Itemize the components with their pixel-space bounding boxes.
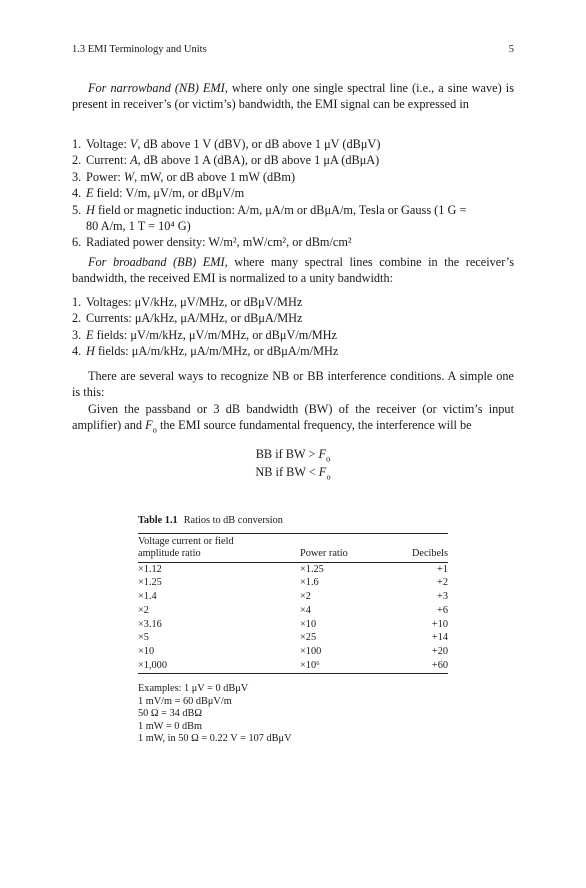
broadband-paragraph	[72, 254, 514, 287]
nb-unit-item	[72, 152, 514, 168]
narrowband-text: where only one single spectral line (i.e., a sine wave) is present in receiver’s (or victim’s) bandwidth, the EMI signal can be expressed in	[72, 81, 514, 112]
nb-unit-item-label: Power:	[86, 169, 124, 184]
nb-unit-item-text	[86, 169, 514, 185]
nb-unit-item-rest: field: V/m, μV/m, or dBμV/m	[93, 186, 245, 201]
nb-unit-item-symbol: A	[130, 153, 138, 168]
formula-nb-symbol: F	[318, 465, 327, 479]
cell-db: +3	[437, 591, 448, 603]
bb-unit-item-text	[86, 310, 514, 326]
formula-bb-subscript: o	[325, 453, 331, 464]
formula-bb	[0, 447, 586, 462]
formula-nb-subscript: o	[326, 471, 331, 482]
table-row	[138, 590, 448, 604]
example-line: 50 Ω = 34 dBΩ	[138, 708, 203, 720]
bb-unit-item-number: 4.	[72, 344, 82, 359]
table-body	[138, 562, 448, 673]
nb-unit-item-symbol: W	[123, 169, 135, 184]
bb-unit-item-label: Voltages: μV/kHz, μV/MHz, or dBμV/MHz	[86, 295, 303, 309]
table-number: Table 1.1	[138, 515, 178, 526]
bandwidth-text-before: Given the passband or 3 dB bandwidth (BW) of the receiver (or victim’s input amplifier) and	[72, 402, 514, 433]
nb-unit-item-text	[86, 136, 514, 152]
cell-ratio: ×1.12	[138, 563, 162, 575]
nb-unit-item	[72, 136, 514, 152]
nb-unit-item-number: 4.	[72, 186, 82, 201]
bb-unit-item	[72, 343, 514, 359]
formula-bb-symbol: F	[318, 447, 326, 461]
cell-db: +20	[431, 646, 448, 658]
table-row	[138, 646, 448, 660]
nb-unit-item-number: 1.	[72, 137, 82, 151]
table-row	[138, 577, 448, 591]
cell-power: ×10⁶	[300, 659, 390, 673]
bb-unit-item-number: 2.	[72, 311, 82, 326]
narrowband-units-list	[72, 136, 514, 251]
bb-unit-item	[72, 327, 514, 343]
nb-unit-item-symbol: V	[129, 137, 138, 151]
cell-db: +14	[431, 632, 448, 644]
nb-unit-item-label: Voltage:	[86, 137, 130, 151]
cell-power: ×100	[300, 646, 322, 658]
nb-unit-item-rest: , dB above 1 A (dBA), or dB above 1 μA (dBμA)	[137, 153, 380, 168]
cell-ratio: ×1.4	[138, 591, 157, 603]
nb-unit-item-label: Radiated power density: W/m², mW/cm², or dBm/cm²	[86, 235, 352, 250]
header-ratio-line1: Voltage current or field	[138, 536, 234, 547]
cell-db: +10	[431, 618, 448, 630]
example-line: 1 mW = 0 dBm	[138, 720, 202, 732]
bb-unit-item	[72, 310, 514, 326]
table-row	[138, 659, 448, 673]
narrowband-paragraph	[72, 80, 514, 113]
bb-unit-item-rest: fields: μA/m/kHz, μA/m/MHz, or dBμA/m/MHz	[94, 344, 339, 359]
header-ratio	[138, 534, 300, 563]
cell-power: ×2	[300, 591, 311, 603]
nb-unit-item-rest: field or magnetic induction: A/m, μA/m or dBμA/m, Tesla or Gauss (1 G =	[94, 202, 467, 217]
bb-unit-item-label: Currents: μA/kHz, μA/MHz, or dBμA/MHz	[86, 311, 303, 326]
formula-nb	[0, 465, 586, 480]
cell-ratio: ×3.16	[138, 618, 162, 630]
cell-ratio: ×10	[138, 646, 155, 658]
cell-ratio: ×1.25	[138, 577, 162, 589]
cell-ratio: ×2	[138, 604, 149, 616]
broadband-text: where many spectral lines combine in the receiver’s bandwidth, the received EMI is normalized to a unity bandwidth:	[72, 255, 515, 286]
bb-unit-item-symbol: H	[86, 344, 95, 359]
nb-unit-item-number: 6.	[72, 235, 82, 250]
page-number: 5	[508, 44, 514, 55]
nb-unit-item-text	[86, 234, 514, 250]
nb-unit-item-label: Current:	[86, 153, 131, 168]
nb-unit-item-continuation	[72, 218, 514, 234]
nb-unit-item-text	[86, 202, 514, 218]
nb-unit-item-rest: , mW, or dB above 1 mW (dBm)	[134, 169, 296, 184]
cell-power: ×1.6	[300, 577, 319, 589]
nb-unit-item-number: 3.	[72, 169, 82, 184]
bb-unit-item	[72, 294, 514, 310]
bb-unit-item-symbol: E	[86, 327, 94, 342]
cell-db: +1	[437, 563, 448, 575]
header-db: Decibels	[390, 534, 448, 563]
nb-unit-item-symbol: H	[86, 202, 95, 217]
header-power: Power ratio	[300, 534, 390, 563]
nb-unit-item-number: 5.	[72, 202, 82, 217]
table-row	[138, 632, 448, 646]
table-header-row	[138, 534, 448, 563]
nb-unit-item-rest: , dB above 1 V (dBV), or dB above 1 μV (dBμV)	[137, 137, 381, 151]
table-title: Ratios to dB conversion	[183, 515, 283, 526]
fo-symbol: F	[145, 418, 153, 433]
example-line: 1 mW, in 50 Ω = 0.22 V = 107 dBμV	[138, 733, 292, 745]
nb-unit-item	[72, 185, 514, 201]
recognition-paragraph: There are several ways to recognize NB or BB interference conditions. A simple one is this:	[72, 369, 514, 400]
fo-subscript: o	[152, 424, 157, 435]
cell-db: +2	[437, 577, 448, 589]
table-row	[138, 618, 448, 632]
cell-power: ×1.25	[300, 563, 324, 575]
cell-ratio: ×1,000	[138, 659, 300, 673]
bandwidth-text-after: the EMI source fundamental frequency, the interference will be	[156, 418, 472, 433]
table-row	[138, 562, 448, 576]
nb-unit-item-text	[86, 152, 514, 168]
nb-unit-item	[72, 202, 514, 218]
section-title: 1.3 EMI Terminology and Units	[72, 44, 207, 55]
formula-bb-lhs: BB if BW >	[255, 447, 319, 461]
table-examples	[138, 683, 292, 746]
nb-unit-item	[72, 234, 514, 250]
broadband-term: For broadband (BB) EMI,	[88, 255, 228, 269]
cell-db: +60	[390, 659, 448, 673]
cell-power: ×10	[300, 618, 317, 630]
nb-unit-item-continuation-text: 80 A/m, 1 T = 10⁴ G)	[86, 219, 191, 234]
narrowband-term: For narrowband (NB) EMI,	[88, 81, 228, 95]
nb-unit-item	[72, 169, 514, 185]
header-ratio-line2: amplitude ratio	[138, 548, 201, 560]
table-caption	[138, 515, 283, 526]
ratio-table	[138, 533, 448, 674]
table-row	[138, 604, 448, 618]
bandwidth-paragraph	[72, 401, 514, 434]
running-header	[72, 44, 514, 55]
nb-unit-item-text	[86, 185, 514, 201]
cell-ratio: ×5	[138, 632, 149, 644]
cell-power: ×4	[300, 604, 311, 616]
example-line: Examples: 1 μV = 0 dBμV	[138, 683, 249, 694]
cell-power: ×25	[300, 632, 317, 644]
formula-nb-lhs: NB if BW <	[255, 465, 319, 479]
cell-db: +6	[437, 604, 448, 616]
broadband-units-list	[72, 294, 514, 360]
bb-unit-item-rest: fields: μV/m/kHz, μV/m/MHz, or dBμV/m/MHz	[93, 327, 338, 342]
bb-unit-item-text	[86, 294, 514, 310]
nb-unit-item-symbol: E	[86, 186, 94, 201]
nb-unit-item-number: 2.	[72, 153, 82, 168]
example-line: 1 mV/m = 60 dBμV/m	[138, 695, 232, 707]
bb-unit-item-text	[86, 343, 514, 359]
bb-unit-item-number: 3.	[72, 327, 82, 342]
bb-unit-item-text	[86, 327, 514, 343]
bb-unit-item-number: 1.	[72, 295, 82, 309]
